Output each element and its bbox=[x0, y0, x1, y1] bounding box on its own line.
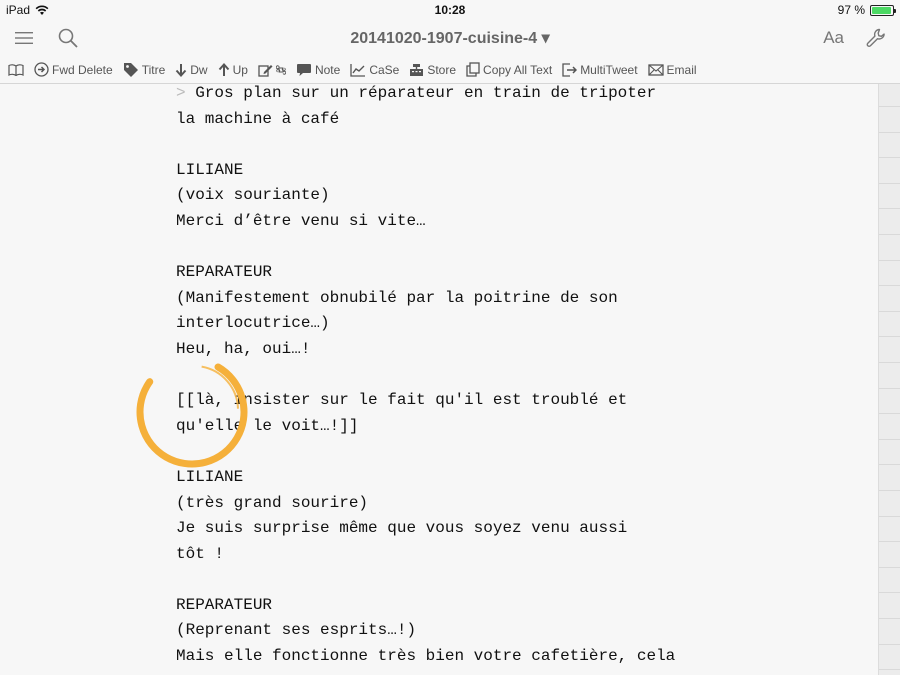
line-text: REPARATEUR bbox=[176, 595, 273, 614]
forward-circle-icon bbox=[34, 62, 49, 77]
editor-line bbox=[176, 439, 675, 465]
store-label: Store bbox=[427, 62, 457, 77]
title-dropdown-icon: ▾ bbox=[541, 30, 550, 47]
device-label: iPad bbox=[6, 3, 31, 17]
line-text: (Reprenant ses esprits…!) bbox=[176, 621, 417, 640]
line-text: la machine à café bbox=[176, 109, 340, 128]
share-out-icon bbox=[562, 63, 577, 77]
gutter-tick bbox=[879, 362, 900, 363]
gutter-tick bbox=[879, 311, 900, 312]
line-text: Je suis surprise même que vous soyez venu aussi bbox=[176, 519, 628, 538]
titre-button[interactable] bbox=[123, 62, 166, 77]
line-text: Merci d’être venu si vite… bbox=[176, 211, 426, 230]
line-text: [[là, insister sur le fait qu'il est troublé et bbox=[176, 391, 628, 410]
line-text: Heu, ha, oui…! bbox=[176, 339, 311, 358]
book-icon bbox=[8, 64, 24, 76]
editor-line bbox=[176, 235, 675, 261]
editor-line bbox=[176, 465, 675, 491]
gutter-tick bbox=[879, 208, 900, 209]
editor-lines bbox=[176, 84, 675, 670]
copy-all-button[interactable] bbox=[466, 62, 552, 77]
editor-line bbox=[176, 209, 675, 235]
keyboard-toolbar bbox=[0, 56, 900, 84]
gutter-tick bbox=[879, 644, 900, 645]
line-text: (voix souriante) bbox=[176, 186, 330, 205]
note-button[interactable] bbox=[296, 63, 340, 77]
editor-line bbox=[176, 337, 675, 363]
battery-fill bbox=[872, 7, 891, 14]
gutter-tick bbox=[879, 413, 900, 414]
dw-button[interactable] bbox=[175, 63, 207, 77]
wrench-icon[interactable] bbox=[864, 26, 888, 50]
line-text: tôt ! bbox=[176, 544, 225, 563]
line-text: Mais elle fonctionne très bien votre cafetière, cela bbox=[176, 647, 676, 666]
gutter-tick bbox=[879, 464, 900, 465]
gutter-tick bbox=[879, 106, 900, 107]
line-text: LILIANE bbox=[176, 160, 244, 179]
gutter-tick bbox=[879, 516, 900, 517]
line-marker: > bbox=[176, 84, 196, 102]
gutter-tick bbox=[879, 592, 900, 593]
email-label: Email bbox=[666, 62, 697, 77]
status-time: 10:28 bbox=[434, 3, 466, 17]
editor-line bbox=[176, 363, 675, 389]
line-text: Gros plan sur un réparateur en train de tripoter bbox=[195, 84, 657, 102]
editor-line bbox=[176, 542, 675, 568]
editor-line bbox=[176, 618, 675, 644]
document-title[interactable] bbox=[0, 28, 900, 48]
multitweet-label: MultiTweet bbox=[580, 62, 638, 77]
editor-line bbox=[176, 132, 675, 158]
editor-line bbox=[176, 286, 675, 312]
cash-register-icon bbox=[409, 63, 424, 77]
fwd-delete-label: Fwd Delete bbox=[52, 62, 113, 77]
line-text: REPARATEUR bbox=[176, 263, 273, 282]
case-label: CaSe bbox=[369, 62, 400, 77]
editor-line bbox=[176, 183, 675, 209]
email-button[interactable] bbox=[648, 63, 697, 77]
line-text: (Manifestement obnubilé par la poitrine de son bbox=[176, 288, 618, 307]
editor-line bbox=[176, 158, 675, 184]
copy-all-label: Copy All Text bbox=[483, 62, 553, 77]
battery-percent: 97 % bbox=[837, 3, 865, 17]
note-label: Note bbox=[314, 62, 341, 77]
line-text: (très grand sourire) bbox=[176, 493, 369, 512]
gutter-tick bbox=[879, 541, 900, 542]
gutter-tick bbox=[879, 618, 900, 619]
up-button[interactable] bbox=[218, 63, 248, 77]
gutter-tick bbox=[879, 132, 900, 133]
gutter-tick bbox=[879, 439, 900, 440]
arrow-down-icon bbox=[175, 63, 187, 77]
edit-icon bbox=[258, 63, 273, 77]
nav-bar bbox=[0, 20, 900, 56]
battery-icon bbox=[870, 5, 894, 16]
tag-icon bbox=[123, 62, 139, 77]
editor-line bbox=[176, 388, 675, 414]
store-button[interactable] bbox=[409, 63, 456, 77]
editor-line bbox=[176, 593, 675, 619]
line-text: qu'elle le voit…!]] bbox=[176, 416, 359, 435]
gutter-tick bbox=[879, 669, 900, 670]
editor-line bbox=[176, 107, 675, 133]
editor-line bbox=[176, 84, 675, 107]
dw-label: Dw bbox=[190, 62, 208, 77]
gutter-tick bbox=[879, 260, 900, 261]
editor-line bbox=[176, 311, 675, 337]
gutter-tick bbox=[879, 490, 900, 491]
gutter-tick bbox=[879, 336, 900, 337]
gutter-tick bbox=[879, 157, 900, 158]
editor-line bbox=[176, 414, 675, 440]
gutter-tick bbox=[879, 285, 900, 286]
status-bar bbox=[0, 0, 900, 20]
up-label: Up bbox=[232, 62, 248, 77]
gutter-tick bbox=[879, 388, 900, 389]
editor-line bbox=[176, 516, 675, 542]
case-button[interactable] bbox=[350, 63, 399, 77]
envelope-icon bbox=[648, 64, 664, 76]
text-editor[interactable] bbox=[0, 84, 878, 675]
font-settings-button[interactable]: Aa bbox=[823, 28, 844, 47]
line-text: interlocutrice…) bbox=[176, 314, 330, 333]
titre-label: Titre bbox=[141, 62, 166, 77]
editor-line bbox=[176, 644, 675, 670]
command-icon bbox=[276, 65, 286, 75]
copy-icon bbox=[466, 62, 480, 77]
book-button[interactable] bbox=[8, 64, 24, 76]
scroll-gutter[interactable] bbox=[878, 84, 900, 675]
editor-line bbox=[176, 491, 675, 517]
edit-clear-button[interactable] bbox=[258, 63, 286, 77]
gutter-tick bbox=[879, 567, 900, 568]
arrow-up-icon bbox=[218, 63, 230, 77]
speech-bubble-icon bbox=[296, 63, 312, 77]
gutter-tick bbox=[879, 234, 900, 235]
line-text: LILIANE bbox=[176, 467, 244, 486]
fwd-delete-button[interactable] bbox=[34, 62, 113, 77]
multitweet-button[interactable] bbox=[562, 63, 637, 77]
editor-line bbox=[176, 567, 675, 593]
status-right bbox=[838, 3, 894, 17]
document-title-text: 20141020-1907-cuisine-4 bbox=[350, 30, 538, 47]
editor-line bbox=[176, 260, 675, 286]
chart-line-icon bbox=[350, 63, 366, 77]
gutter-tick bbox=[879, 183, 900, 184]
